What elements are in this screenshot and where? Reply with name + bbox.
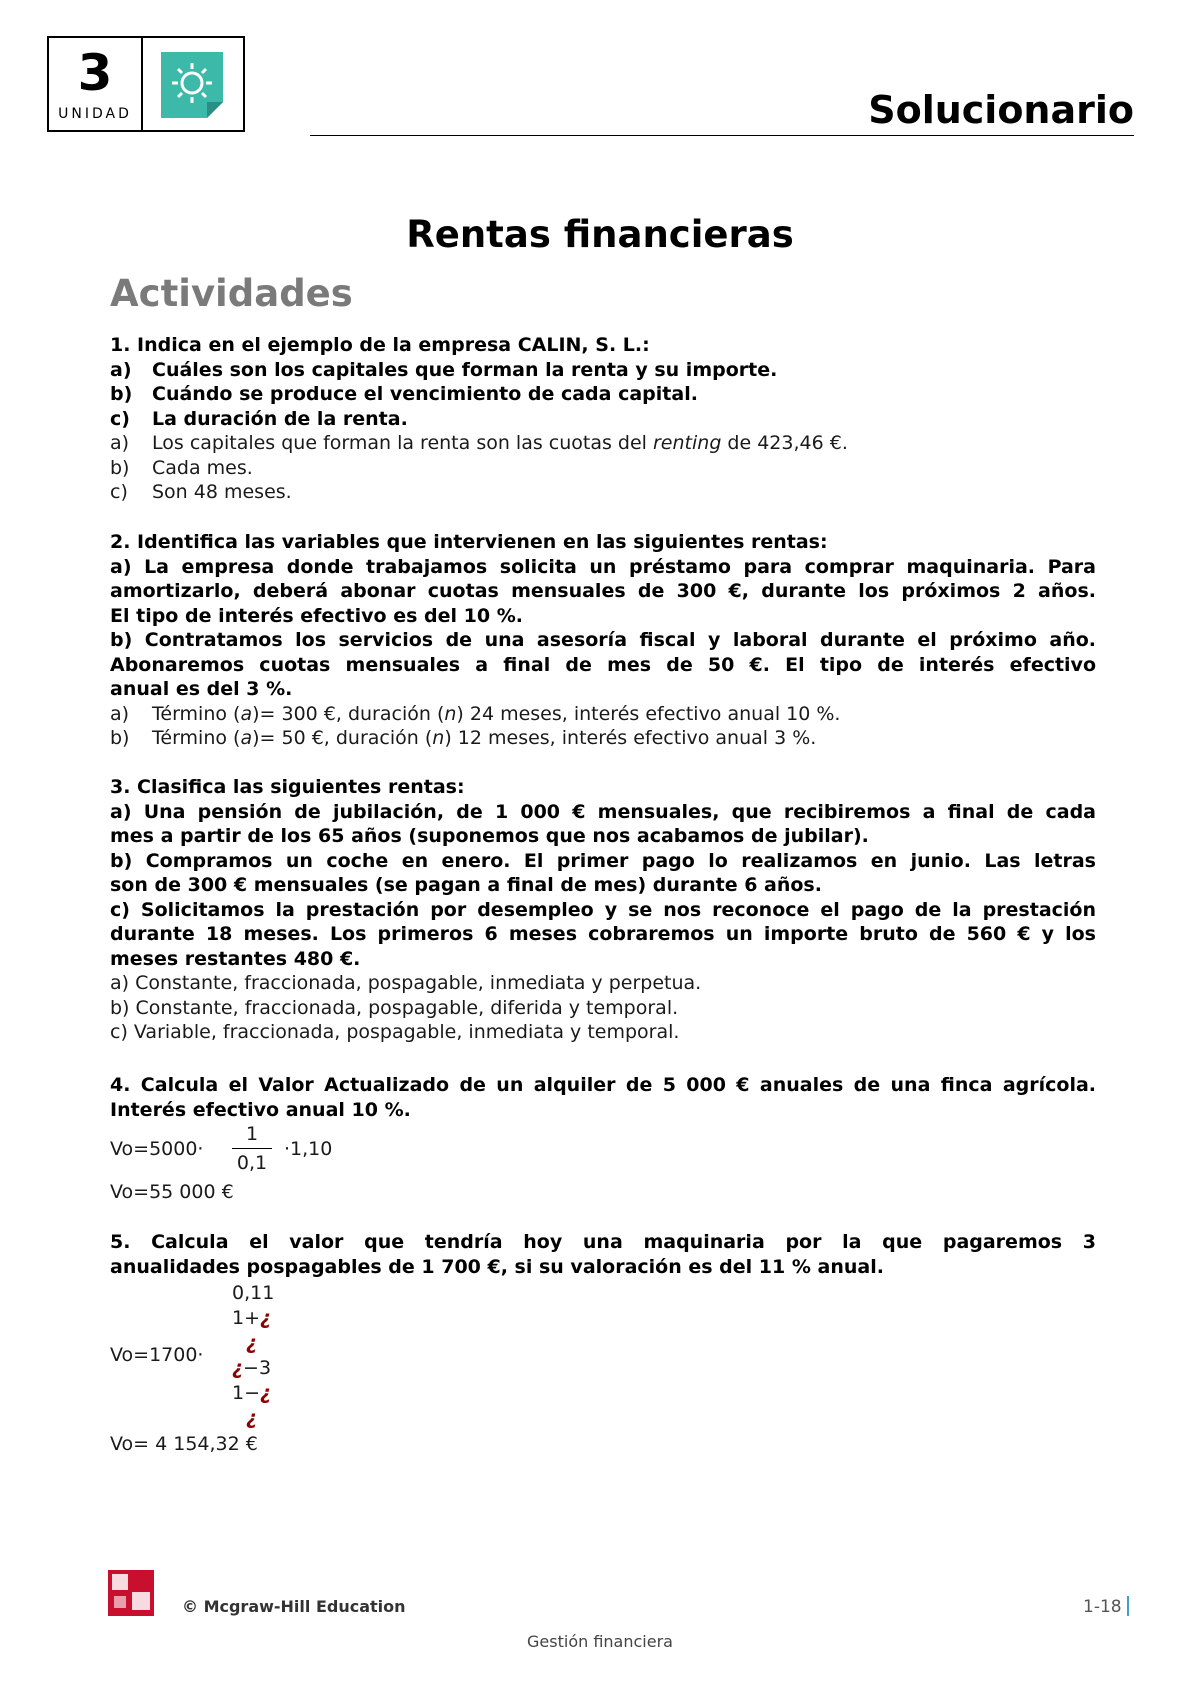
header-rule [310,135,1134,136]
q2-a-line: El tipo de interés efectivo es del 10 %. [110,604,523,627]
q4-line: 4. Calcula el Valor Actualizado de un alquiler de 5 000 € anuales de una finca agrícola. [110,1074,1096,1096]
q1-answer-a: Los capitales que forman la renta son las cuotas del renting de 423,46 €. [152,432,848,454]
question-2 [110,530,1096,751]
q5-formula-left: Vo=1700· [110,1344,204,1366]
q1-item-c: La duración de la renta. [152,407,408,430]
section-heading: Actividades [110,272,353,315]
q3-c-line: c) Solicitamos la prestación por desempleo y se nos reconoce el pago de la prestación [110,898,1096,921]
unit-label: UNIDAD [58,106,132,122]
q2-answer-a: a) Término (a)= 300 €, duración (n) 24 meses, interés efectivo anual 10 %. [110,702,841,725]
unit-icon-box [143,36,245,132]
q5-line: anualidades pospagables de 1 700 €, si su valoración es del 11 % anual. [110,1255,884,1278]
q2-a-line: a) La empresa donde trabajamos solicita un préstamo para comprar maquinaria. Para [110,555,1096,578]
q4-line: Interés efectivo anual 10 %. [110,1098,411,1121]
unit-badge [47,36,143,132]
mcgraw-hill-logo [108,1570,154,1616]
solucionario-title: Solucionario [868,88,1134,132]
fraction-denominator: 0,1 [236,1152,268,1174]
page-title: Rentas financieras [406,213,794,256]
q3-answer-a: a) Constante, fraccionada, pospagable, inmediata y perpetua. [110,972,702,994]
q1-answer-b: Cada mes. [152,456,253,479]
q2-b-line: anual es del 3 %. [110,678,293,700]
q3-answer-c: c) Variable, fraccionada, pospagable, inmediata y temporal. [110,1021,680,1043]
q5-line: 5. Calcula el valor que tendría hoy una maquinaria por la que pagaremos 3 [110,1231,1096,1253]
copyright: © Mcgraw-Hill Education [182,1597,406,1616]
q5-result: Vo= 4 154,32 € [110,1433,258,1455]
q3-b-line: b) Compramos un coche en enero. El primer pago lo realizamos en junio. Las letras [110,849,1096,872]
page-number: 1-18 [1083,1597,1122,1617]
q2-b-line: b) Contratamos los servicios de una asesoría fiscal y laboral durante el próximo año. [110,629,1096,651]
q1-prompt: 1. Indica en el ejemplo de la empresa CALIN, S. L.: [110,334,650,356]
q1-item-a: Cuáles son los capitales que forman la renta y su importe. [152,358,778,381]
q4-result: Vo=55 000 € [110,1181,234,1203]
question-5 [110,1230,1096,1279]
q3-c-line: meses restantes 480 €. [110,947,361,970]
q1-answer-c: Son 48 meses. [152,481,292,503]
gear-document-icon [157,48,227,120]
q5-formula-stack: 0,11 1+¿ ¿ ¿−3 1−¿ ¿ [232,1282,275,1429]
q2-b-line: Abonaremos cuotas mensuales a final de mes de 50 €. El tipo de interés efectivo [110,653,1096,676]
q3-a-line: a) Una pensión de jubilación, de 1 000 € mensuales, que recibiremos a final de cada [110,800,1096,823]
q2-a-line: amortizarlo, deberá abonar cuotas mensuales de 300 €, durante los próximos 2 años. [110,580,1096,602]
q3-a-line: mes a partir de los 65 años (suponemos que nos acabamos de jubilar). [110,825,869,847]
q1-item-b: Cuándo se produce el vencimiento de cada capital. [152,383,698,405]
q2-answer-b: b) Término (a)= 50 €, duración (n) 12 meses, interés efectivo anual 3 %. [110,727,817,749]
question-3 [110,775,1096,1045]
q4-formula-right: ·1,10 [284,1138,333,1160]
q3-answer-b: b) Constante, fraccionada, pospagable, diferida y temporal. [110,996,679,1019]
q2-prompt: 2. Identifica las variables que intervienen en las siguientes rentas: [110,531,828,553]
unit-number: 3 [77,44,113,102]
question-4 [110,1073,1096,1122]
page-bar [1127,1596,1129,1616]
q4-fraction [232,1123,272,1174]
q3-b-line: son de 300 € mensuales (se pagan a final de mes) durante 6 años. [110,874,822,896]
question-1: 1. Indica en el ejemplo de la empresa CALIN, S. L.: a) Cuáles son los capitales que forman la renta y su importe. b) Cuándo se produce el vencimiento de cada capital. c) La duración de la renta. a) Los capitales que forman la renta son las cuotas del renting de 423,46 €. b) Cada mes. c) Son 48 meses. [110,333,1096,505]
q4-formula-left: Vo=5000· [110,1138,204,1160]
fraction-numerator: 1 [245,1123,259,1145]
q3-prompt: 3. Clasifica las siguientes rentas: [110,776,465,798]
subject-footer: Gestión financiera [527,1632,673,1651]
q3-c-line: durante 18 meses. Los primeros 6 meses cobraremos un importe bruto de 560 € y los [110,923,1096,945]
